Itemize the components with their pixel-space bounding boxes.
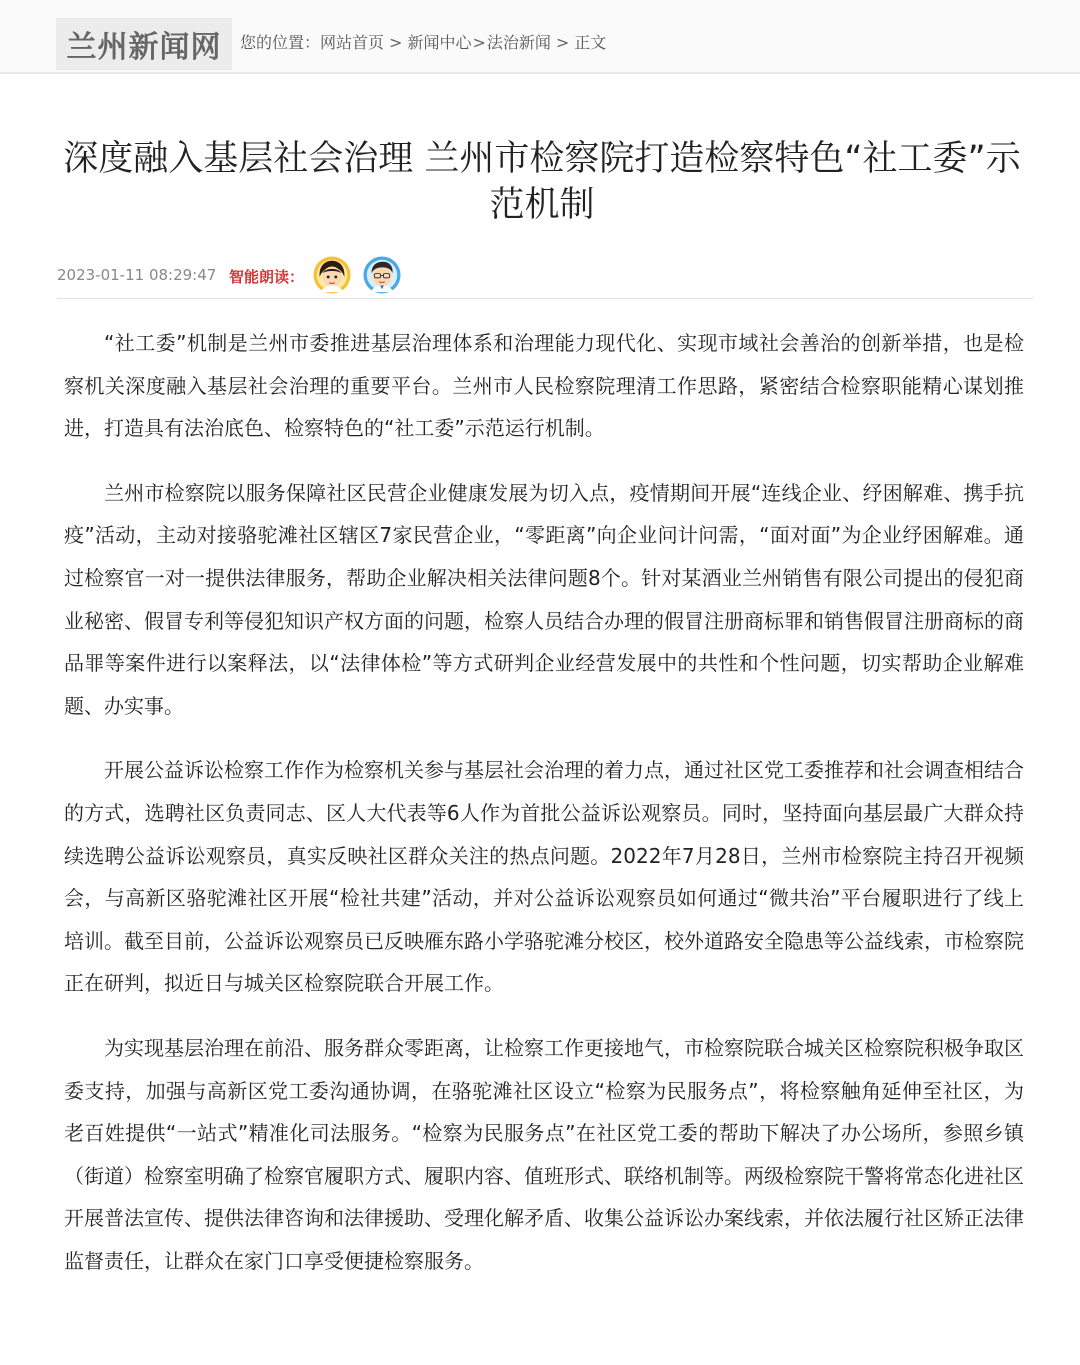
breadcrumb-separator: > — [389, 33, 403, 52]
breadcrumb-news-center-link[interactable]: 新闻中心 — [407, 33, 472, 52]
breadcrumb-prefix: 您的位置： — [240, 33, 321, 52]
publish-date: 2023-01-11 08:29:47 — [57, 266, 217, 284]
site-logo[interactable] — [56, 18, 232, 70]
site-header — [0, 0, 1080, 74]
article-body — [64, 322, 1024, 1304]
article-title: 深度融入基层社会治理 兰州市检察院打造检察特色“社工委”示范机制 — [63, 139, 1021, 225]
male-reader-avatar-icon[interactable] — [363, 256, 401, 294]
article-paragraph: 开展公益诉讼检察工作作为检察机关参与基层社会治理的着力点，通过社区党工委推荐和社会调查相结合的方式，选聘社区负责同志、区人大代表等6人作为首批公益诉讼观察员。同时，坚持面向基层最广大群众持续选聘公益诉讼观察员，真实反映社区群众关注的热点问题。2022年7月28日，兰州市检察院主持召开视频会，与高新区骆驼滩社区开展“检社共建”活动，并对公益诉讼观察员如何通过“微共治”平台履职进行了线上培训。截至目前，公益诉讼观察员已反映雁东路小学骆驼滩分校区，校外道路安全隐患等公益线索，市检察院正在研判，拟近日与城关区检察院联合开展工作。 — [64, 758, 1024, 996]
breadcrumb-separator: > — [555, 33, 570, 52]
breadcrumb-current: 正文 — [574, 33, 607, 52]
breadcrumb-law-news-link[interactable]: 法治新闻 — [486, 33, 551, 52]
site-logo-text: 兰州新闻网 — [66, 30, 222, 65]
article-paragraph: 为实现基层治理在前沿、服务群众零距离，让检察工作更接地气，市检察院联合城关区检察院积极争取区委支持，加强与高新区党工委沟通协调，在骆驼滩社区设立“检察为民服务点”，将检察触角延伸至社区，为老百姓提供“一站式”精准化司法服务。“检察为民服务点”在社区党工委的帮助下解决了办公场所，参照乡镇（街道）检察室明确了检察官履职方式、履职内容、值班形式、联络机制等。两级检察院干警将常态化进社区开展普法宣传、提供法律咨询和法律援助、受理化解矛盾、收集公益诉讼办案线索，并依法履行社区矫正法律监督责任，让群众在家门口享受便捷检察服务。 — [64, 1035, 1024, 1273]
breadcrumb-home-link[interactable]: 网站首页 — [320, 33, 385, 52]
article-meta — [57, 254, 1033, 299]
article-paragraph: 兰州市检察院以服务保障社区民营企业健康发展为切入点，疫情期间开展“连线企业、纾困解难、携手抗疫”活动，主动对接骆驼滩社区辖区7家民营企业，“零距离”向企业问计问需，“面对面”为企业纾困解难。通过检察官一对一提供法律服务，帮助企业解决相关法律问题8个。针对某酒业兰州销售有限公司提出的侵犯商业秘密、假冒专利等侵犯知识产权方面的问题，检察人员结合办理的假冒注册商标罪和销售假冒注册商标的商品罪等案件进行以案释法，以“法律体检”等方式研判企业经营发展中的共性和个性问题，切实帮助企业解难题、办实事。 — [64, 480, 1024, 718]
article-paragraph: “社工委”机制是兰州市委推进基层治理体系和治理能力现代化、实现市域社会善治的创新举措，也是检察机关深度融入基层社会治理的重要平台。兰州市人民检察院理清工作思路，紧密结合检察职能精心谋划推进，打造具有法治底色、检察特色的“社工委”示范运行机制。 — [64, 331, 1024, 441]
breadcrumb — [240, 30, 606, 53]
smart-reading-label: 智能朗读： — [229, 268, 305, 286]
breadcrumb-separator: > — [472, 33, 486, 52]
female-reader-avatar-icon[interactable] — [313, 256, 351, 294]
